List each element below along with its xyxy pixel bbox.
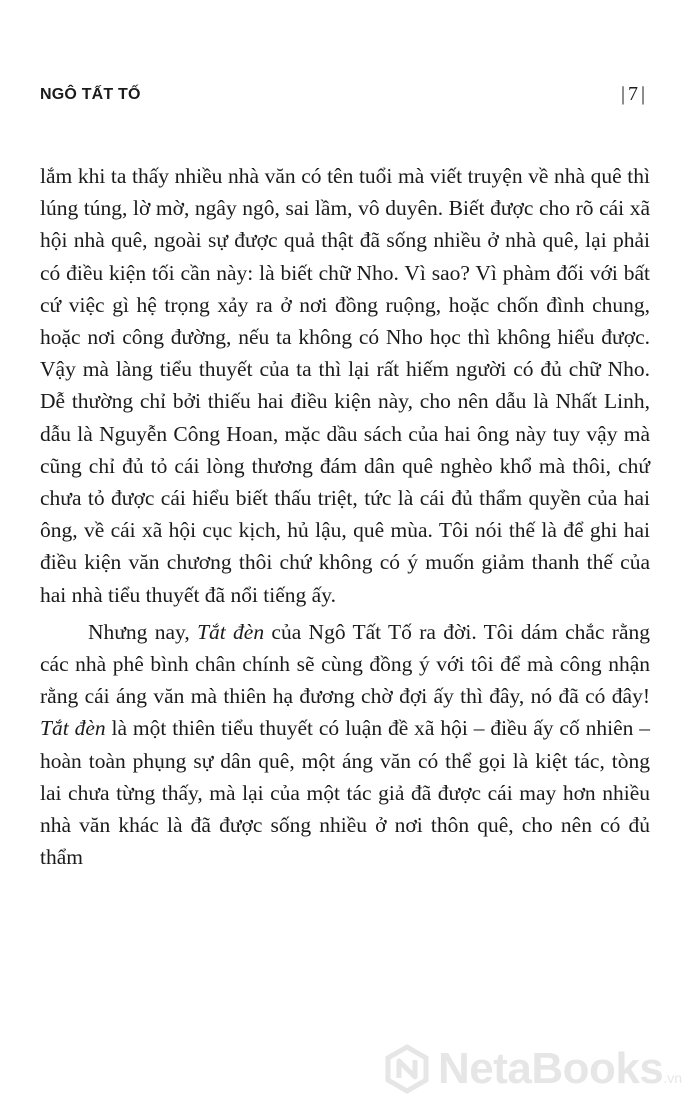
paragraph-2 <box>40 616 650 874</box>
page-number-value: 7 <box>627 83 638 105</box>
paragraph-1: lắm khi ta thấy nhiều nhà văn có tên tuổi mà viết truyện về nhà quê thì lúng túng, lờ mờ, ngây ngô, sai lầm, vô duyên. Biết được cho rõ cái xã hội nhà quê, ngoài sự được quả thật đã sống nhiều ở nhà quê, lại phải có điều kiện tối cần này: là biết chữ Nho. Vì sao? Vì phàm đối với bất cứ việc gì hệ trọng xảy ra ở nơi đồng ruộng, hoặc chốn đình chung, hoặc nơi công đường, nếu ta không có Nho học thì không hiểu được. Vậy mà làng tiểu thuyết của ta thì lại rất hiếm người có đủ chữ Nho. Dễ thường chỉ bởi thiếu hai điều kiện này, cho nên dẫu là Nhất Linh, dẫu là Nguyễn Công Hoan, mặc dầu sách của hai ông này tuy vậy mà cũng chỉ đủ tỏ cái lòng thương đám dân quê nghèo khổ mà thôi, chứ chưa tỏ được cái hiểu biết thấu triệt, tức là cái đủ thẩm quyền của hai ông, về cái xã hội cục kịch, hủ lậu, quê mùa. Tôi nói thế là để ghi hai điều kiện văn chương thôi chứ không có ý muốn giảm thanh thế của hai nhà tiểu thuyết đã nổi tiếng ấy. <box>40 164 650 607</box>
page-number <box>621 83 645 106</box>
watermark-brand: NetaBooks <box>437 1044 664 1093</box>
page-bar-left: | <box>620 83 625 105</box>
body-text <box>40 160 650 873</box>
netabooks-logo-icon <box>382 1044 432 1094</box>
paragraph-2-part-2: của Ngô Tất Tố ra đời. Tôi dám chắc rằng các nhà phê bình chân chính sẽ cùng đồng ý với tôi để mà công nhận rằng cái áng văn mà thiên hạ đương chờ đợi ấy thì đây, nó đã có đây! <box>40 619 650 709</box>
book-title-italic: Tắt đèn <box>197 619 265 644</box>
watermark <box>382 1044 682 1094</box>
paragraph-2-part-3: là một thiên tiểu thuyết có luận đề xã hội – điều ấy cố nhiên – hoàn toàn phụng sự dân quê, một áng văn có thể gọi là kiệt tác, tòng lai chưa từng thấy, mà lại của một tác giả đã được cái may hơn nhiều nhà văn khác là đã được sống nhiều ở nơi thôn quê, cho nên có đủ thẩm <box>40 716 650 870</box>
book-title-italic: Tắt đèn <box>40 716 106 741</box>
watermark-suffix: .vn <box>663 1070 682 1086</box>
paragraph-2-part-1: Nhưng nay, <box>88 619 198 644</box>
page-bar-right: | <box>640 83 645 105</box>
running-title: NGÔ TẤT TỐ <box>40 86 141 103</box>
